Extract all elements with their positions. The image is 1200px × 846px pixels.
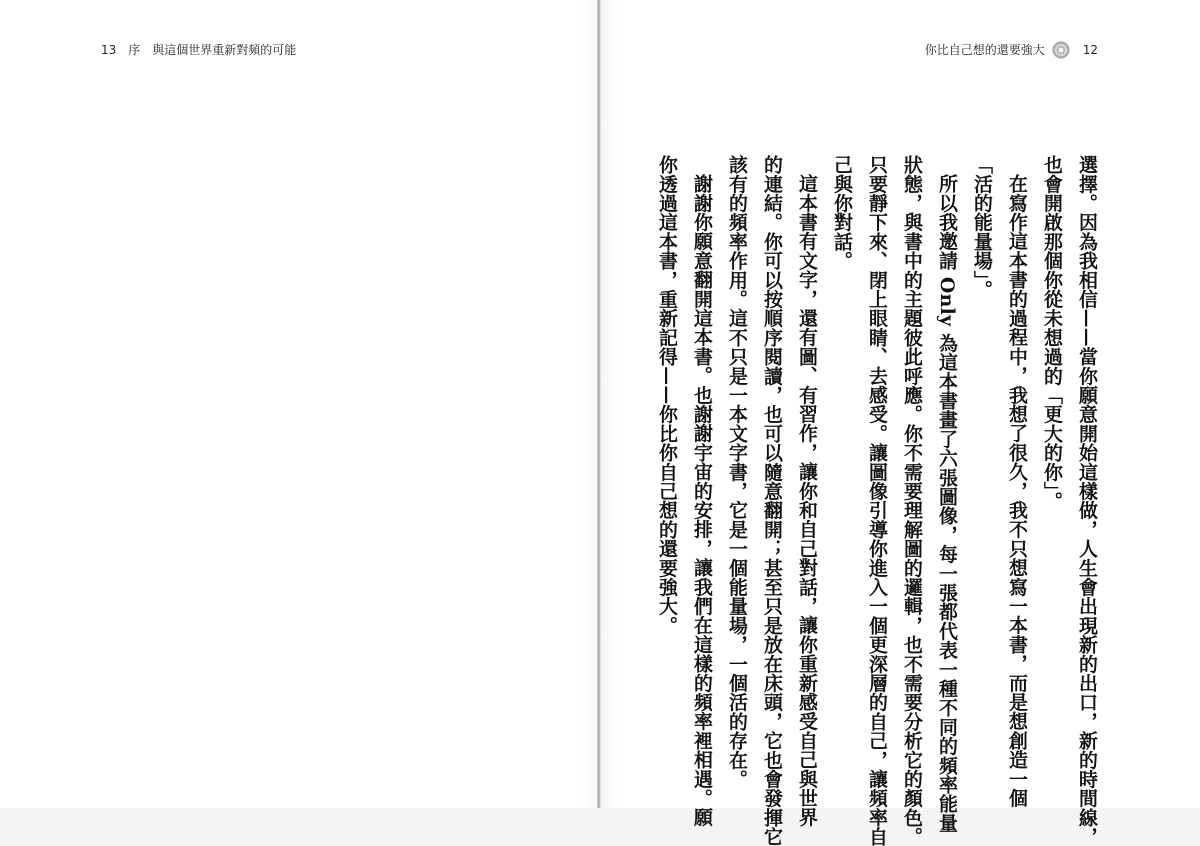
text-column: 該有的頻率作用。這不只是一本文字書，它是一個能量場，一個活的存在。 (726, 155, 748, 789)
text-column: 所以我邀請 Only 為這本書畫了六張圖像，每一張都代表一種不同的頻率能量 (936, 174, 958, 833)
right-page-number: 12 (1082, 42, 1098, 57)
body-text (649, 155, 1104, 846)
text-column: 這本書有文字，還有圖、有習作，讓你和自己對話，讓你重新感受自己與世界 (796, 174, 818, 827)
left-page[interactable] (0, 0, 598, 808)
text-column: 「活的能量場」。 (971, 155, 993, 300)
left-page-number: 13 (101, 42, 117, 57)
left-page-header (101, 41, 296, 58)
text-column: 在寫作這本書的過程中，我想了很久，我不只想寫一本書，而是想創造一個 (1006, 174, 1028, 808)
running-title: 你比自己想的還要強大 (924, 43, 1045, 57)
text-column: 的連結。你可以按順序閱讀，也可以隨意翻開；甚至只是放在床頭，它也會發揮它 (761, 155, 783, 846)
text-column: 謝謝你願意翻開這本書。也謝謝宇宙的安排，讓我們在這樣的頻率裡相遇。願 (691, 174, 713, 827)
right-page-header (925, 41, 1098, 58)
right-page[interactable] (601, 0, 1200, 846)
text-column: 你透過這本書，重新記得——你比你自己想的還要強大。 (656, 155, 678, 635)
text-column: 己與你對話。 (831, 155, 853, 271)
text-column: 狀態，與書中的主題彼此呼應。你不需要理解圖的邏輯，也不需要分析它的顏色。 (901, 155, 923, 846)
disc-icon (1053, 42, 1069, 58)
text-column: 只要靜下來、閉上眼睛、去感受。讓圖像引導你進入一個更深層的自己，讓頻率自 (866, 155, 888, 846)
text-column: 也會開啟那個你從未想過的「更大的你」。 (1041, 155, 1063, 511)
text-column: 選擇。因為我相信——當你願意開始這樣做，人生會出現新的出口，新的時間線， (1076, 155, 1098, 846)
chapter-label: 序 (128, 43, 141, 57)
chapter-title: 與這個世界重新對頻的可能 (152, 43, 297, 57)
